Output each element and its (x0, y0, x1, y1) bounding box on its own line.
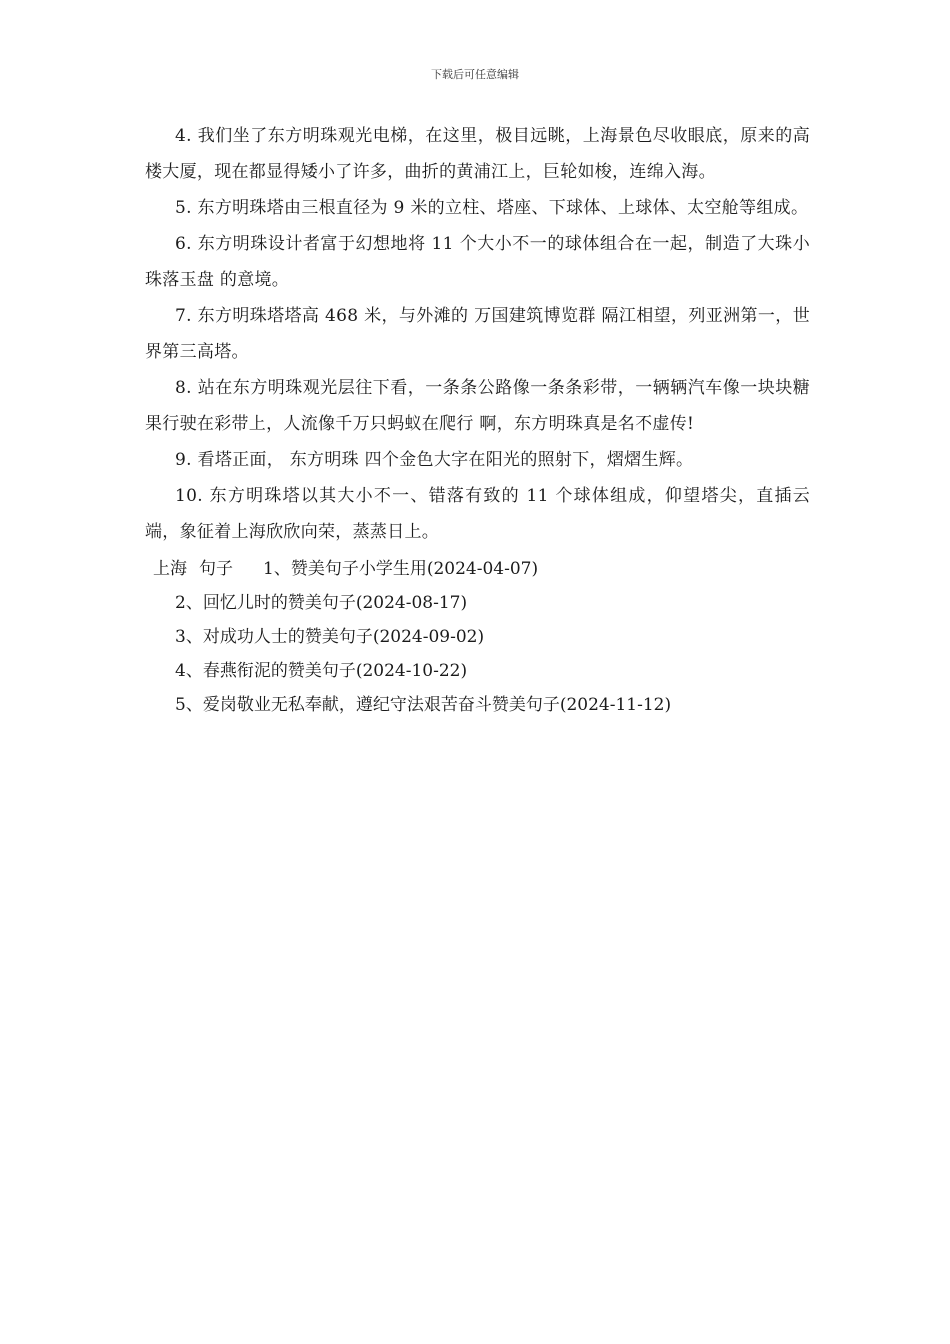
related-link-3[interactable]: 3、对成功人士的赞美句子(2024-09-02) (175, 627, 485, 647)
related-sentences-list (145, 552, 810, 722)
paragraph-10: 10. 东方明珠塔以其大小不一、错落有致的 11 个球体组成，仰望塔尖，直插云端，象征着上海欣欣向荣，蒸蒸日上。 (145, 486, 810, 542)
page-header: 下载后可任意编辑 (431, 68, 519, 81)
related-link-4[interactable]: 4、春燕衔泥的赞美句子(2024-10-22) (175, 661, 468, 681)
document-body (145, 118, 810, 722)
related-link-1[interactable]: 1、赞美句子小学生用(2024-04-07) (263, 559, 539, 579)
paragraph-7: 7. 东方明珠塔塔高 468 米，与外滩的 万国建筑博览群 隔江相望，列亚洲第一，世界第三高塔。 (145, 306, 810, 362)
paragraph-5: 5. 东方明珠塔由三根直径为 9 米的立柱、塔座、下球体、上球体、太空舱等组成。 (175, 198, 809, 218)
related-link-2[interactable]: 2、回忆儿时的赞美句子(2024-08-17) (175, 593, 468, 613)
related-label-shanghai: 上海 (153, 559, 187, 579)
paragraph-6: 6. 东方明珠设计者富于幻想地将 11 个大小不一的球体组合在一起，制造了大珠小珠落玉盘 的意境。 (145, 234, 810, 290)
paragraph-9: 9. 看塔正面， 东方明珠 四个金色大字在阳光的照射下，熠熠生辉。 (175, 450, 694, 470)
related-list-first-line (145, 552, 810, 586)
paragraph-4: 4. 我们坐了东方明珠观光电梯，在这里，极目远眺，上海景色尽收眼底，原来的高楼大厦，现在都显得矮小了许多，曲折的黄浦江上，巨轮如梭，连绵入海。 (145, 126, 810, 182)
related-label-sentences: 句子 (199, 559, 233, 579)
paragraph-8: 8. 站在东方明珠观光层往下看，一条条公路像一条条彩带，一辆辆汽车像一块块糖果行驶在彩带上，人流像千万只蚂蚁在爬行 啊，东方明珠真是名不虚传! (145, 378, 810, 434)
related-link-5[interactable]: 5、爱岗敬业无私奉献，遵纪守法艰苦奋斗赞美句子(2024-11-12) (175, 695, 672, 715)
